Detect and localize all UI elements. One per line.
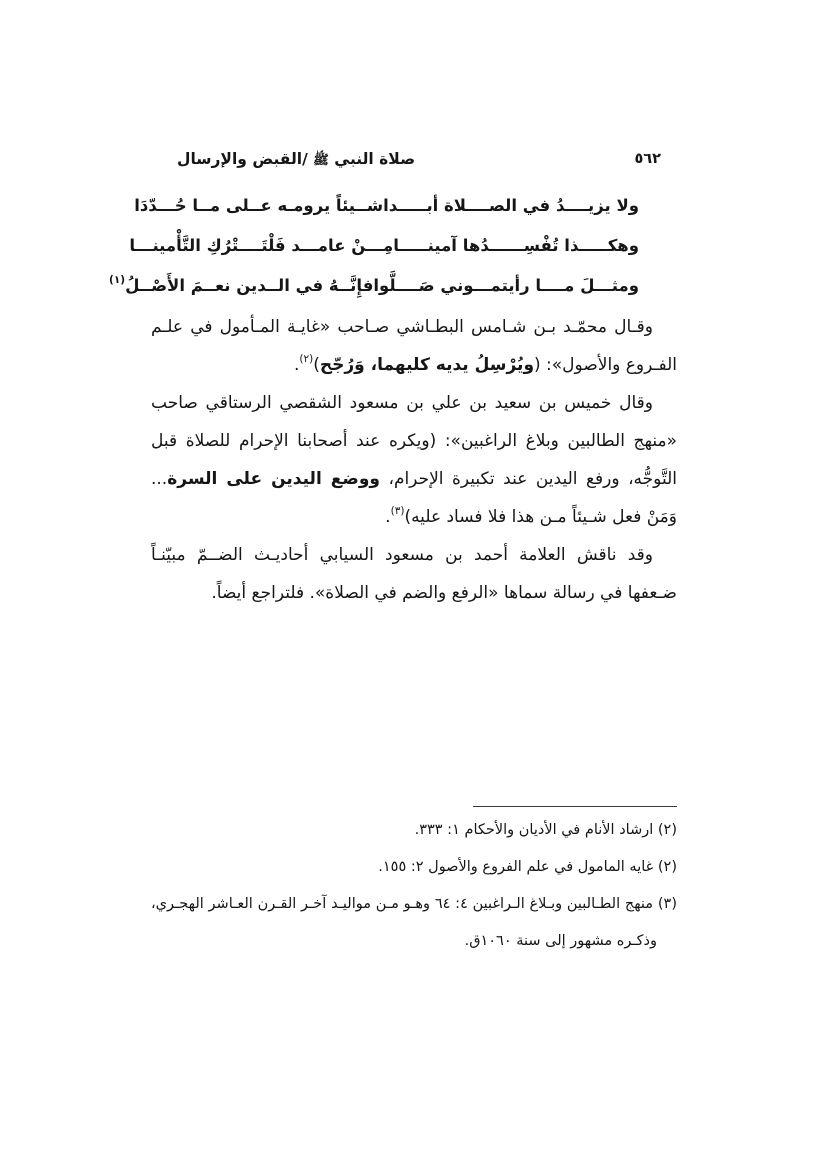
hemistich-left: مِـــنْ عامـــد فَلْتَــــتْرُكِ التَّأْمينـــا — [129, 236, 394, 255]
hemistich-right: ولا يزيــــدُ في الصــــلاة أبـــــدا — [383, 196, 639, 215]
chapter-title — [151, 150, 415, 168]
footnote-ref-2: (٢) — [299, 353, 314, 365]
quoted-bold-text: ووضع اليدين على السرة — [167, 469, 380, 489]
footnote-text: ارشاد الأنام في الأديان والأحكام ١: ٣٣٣. — [414, 822, 654, 838]
hemistich-left: شــيئاً يرومـه عــلى مــا حُـــدّدَا — [134, 196, 384, 215]
paragraph-siyabi — [151, 536, 677, 612]
quoted-bold-text: ويُرْسِلُ يديه كليهما، وَرُجّح — [319, 355, 535, 375]
paragraph-text: ... وَمَنْ فعل شـيئاً مـن هذا فلا فساد عليه) — [151, 469, 677, 527]
verse-line — [129, 226, 677, 266]
chapter-subtitle-text: /القبض والإرسال — [177, 150, 308, 168]
paragraph-text: وقد ناقش العلامة أحمد بن مسعود السيابي أحاديـث الضــمّ مبيّنـاً ضـعفها في رسالة سماها «الرفع والضم في الصلاة». فلتراجع أيضاً. — [151, 545, 677, 603]
poetry-block — [109, 186, 677, 306]
footnote-item — [151, 812, 677, 849]
footnote-marker: (٣) — [657, 896, 678, 912]
footnote-item — [151, 886, 677, 960]
footnote-marker: (٢) — [657, 822, 677, 838]
verse-line — [134, 186, 677, 226]
page-number: ٥٦٢ — [634, 151, 661, 167]
running-header — [151, 150, 677, 168]
verse-line — [109, 266, 677, 306]
paragraph-text: . — [293, 355, 300, 375]
footnote-ref-3: (٣) — [390, 505, 405, 517]
hemistich-right: ومثـــلَ مــــا رأيتمـــوني صَــــلَّوا — [373, 276, 639, 295]
hemistich-right: وهكـــــذا تُفْسِــــــدُها آمينـــــا — [393, 236, 639, 255]
hemistich-left — [109, 267, 373, 305]
text-column — [109, 186, 677, 612]
hemistich-left-text: فإِنَّــهُ في الــدين نعــمَ الأَصْــلُ — [125, 276, 374, 295]
paragraph-battashi — [151, 308, 677, 384]
footnote-text: منهج الطـالبين وبـلاغ الـراغبين ٤: ٦٤ وهـو مـن مواليـد آخـر القـرن العـاشر الهجـري، وذكـره مشهور إلى سنة ١٠٦٠ق. — [151, 896, 657, 949]
footnote-marker: (٢) — [657, 859, 677, 875]
paragraph-text: ) — [313, 355, 320, 375]
paragraph-shaqsi — [151, 384, 677, 536]
footnote-text: غايه المامول في علم الفروع والأصول ٢: ١٥٥. — [378, 859, 654, 875]
footnote-item — [151, 849, 677, 886]
footnote-separator — [473, 806, 677, 807]
paragraph-text: . — [385, 507, 391, 527]
chapter-title-text: صلاة النبي — [334, 150, 416, 168]
pbuh-icon: ﷺ — [313, 153, 329, 168]
paragraph-text: وقال خميس بن سعيد بن علي بن مسعود الشقصي الرستاقي صاحب «منهج الطالبين وبلاغ الراغبين»: (ويكره عند أصحابنا الإحرام للصلاة قبل التَّوجُّه، ورفع اليدين عند تكبيرة الإحرام، — [151, 393, 677, 489]
footnotes-block — [151, 806, 677, 960]
footnote-ref-1: (١) — [109, 274, 126, 286]
paragraph-text: وقـال محمّـد بـن شـامس البطـاشي صـاحب «غايـة المـأمول في علـم الفـروع والأصول»: ( — [151, 317, 677, 375]
